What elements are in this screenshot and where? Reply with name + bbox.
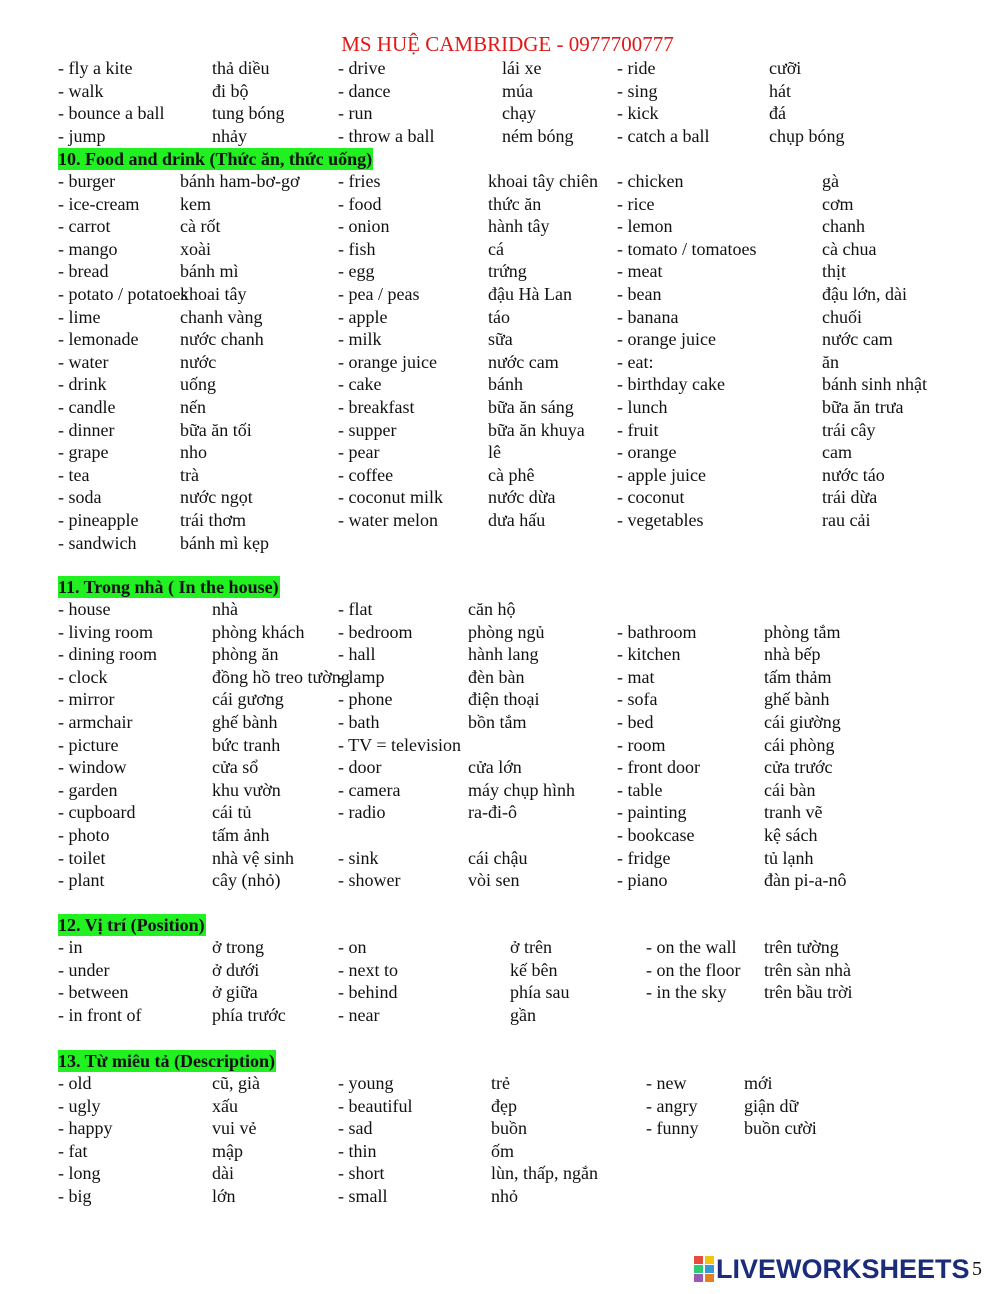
vocab-vietnamese-meaning: chạy xyxy=(502,103,536,124)
vocab-english-term: - drink xyxy=(58,374,107,395)
vocab-english-term: - candle xyxy=(58,397,116,417)
vocab-english-term: - long xyxy=(58,1163,101,1184)
vocab-vietnamese-meaning: cam xyxy=(822,442,852,463)
vocab-english-term: - lunch xyxy=(617,397,668,417)
vocab-english-term: - tomato / tomatoes xyxy=(617,238,757,259)
vocab-english-term: - ugly xyxy=(58,1095,101,1116)
vocab-vietnamese-meaning: bồn tắm xyxy=(468,712,527,732)
vocab-english-term: - vegetables xyxy=(617,510,704,530)
vocab-english-term: - flat xyxy=(338,599,373,619)
vocab-vietnamese-meaning: ghế bành xyxy=(764,689,830,710)
vocab-vietnamese-meaning: thức ăn xyxy=(488,193,542,214)
vocab-english-term: - fruit xyxy=(617,419,659,440)
vocab-english-term: - big xyxy=(58,1186,92,1206)
vocab-vietnamese-meaning: uống xyxy=(180,374,216,395)
vocab-english-term: - painting xyxy=(617,802,687,823)
vocab-vietnamese-meaning: căn hộ xyxy=(468,599,516,619)
vocab-english-term: - jump xyxy=(58,125,106,146)
vocab-english-term: - picture xyxy=(58,734,119,755)
vocab-vietnamese-meaning: cửa sổ xyxy=(212,757,259,778)
vocab-vietnamese-meaning: nước xyxy=(180,351,217,372)
vocab-english-term: - potato / potatoes xyxy=(58,284,188,304)
vocab-english-term: - kitchen xyxy=(617,644,681,665)
vocab-english-term: - bathroom xyxy=(617,621,697,642)
vocab-vietnamese-meaning: xoài xyxy=(180,238,211,259)
vocab-vietnamese-meaning: kem xyxy=(180,193,211,214)
vocab-vietnamese-meaning: nhà bếp xyxy=(764,644,821,665)
vocab-english-term: - on the floor xyxy=(646,959,741,980)
vocab-vietnamese-meaning: giận dữ xyxy=(744,1095,799,1116)
vocab-english-term: - coffee xyxy=(338,464,394,485)
vocab-vietnamese-meaning: ở dưới xyxy=(212,959,260,980)
vocab-english-term: - front door xyxy=(617,757,700,778)
vocab-vietnamese-meaning: gà xyxy=(822,171,839,191)
vocab-vietnamese-meaning: dài xyxy=(212,1163,234,1184)
vocab-vietnamese-meaning: cửa trước xyxy=(764,757,833,778)
vocab-vietnamese-meaning: trái dừa xyxy=(822,487,878,508)
vocab-vietnamese-meaning: cái bàn xyxy=(764,779,816,800)
vocab-english-term: - thin xyxy=(338,1140,377,1161)
vocab-vietnamese-meaning: phía trước xyxy=(212,1004,286,1025)
vocab-vietnamese-meaning: ăn xyxy=(822,351,839,372)
vocab-vietnamese-meaning: lê xyxy=(488,442,501,463)
vocab-english-term: - phone xyxy=(338,689,393,710)
vocab-vietnamese-meaning: chuối xyxy=(822,306,862,327)
vocab-vietnamese-meaning: trái thơm xyxy=(180,510,247,530)
vocab-vietnamese-meaning: điện thoại xyxy=(468,689,540,710)
vocab-english-term: - orange juice xyxy=(617,329,716,350)
vocab-vietnamese-meaning: thịt xyxy=(822,261,847,282)
vocab-english-term: - in the sky xyxy=(646,982,727,1003)
vocab-english-term: - apple juice xyxy=(617,464,706,485)
vocab-english-term: - pea / peas xyxy=(338,284,420,304)
vocab-english-term: - plant xyxy=(58,870,105,891)
vocab-english-term: - fridge xyxy=(617,847,671,868)
vocab-english-term: - old xyxy=(58,1073,92,1093)
vocab-vietnamese-meaning: chụp bóng xyxy=(769,125,845,146)
vocab-vietnamese-meaning: bánh xyxy=(488,374,523,395)
vocab-english-term: - on the wall xyxy=(646,937,737,957)
vocab-english-term: - lime xyxy=(58,306,101,327)
vocab-english-term: - under xyxy=(58,959,110,980)
vocab-vietnamese-meaning: khoai tây xyxy=(180,284,247,304)
vocab-english-term: - beautiful xyxy=(338,1095,413,1116)
vocab-english-term: - mirror xyxy=(58,689,115,710)
vocab-vietnamese-meaning: ốm xyxy=(491,1140,515,1161)
vocab-vietnamese-meaning: mập xyxy=(212,1140,243,1161)
vocab-english-term: - small xyxy=(338,1186,388,1206)
vocab-vietnamese-meaning: trên sàn nhà xyxy=(764,959,851,980)
vocab-vietnamese-meaning: trứng xyxy=(488,261,527,282)
vocab-vietnamese-meaning: rau cải xyxy=(822,510,871,530)
vocab-vietnamese-meaning: bức tranh xyxy=(212,734,281,755)
vocab-english-term: - water xyxy=(58,351,109,372)
section-heading-position: 12. Vị trí (Position) xyxy=(58,915,205,935)
vocab-english-term: - bounce a ball xyxy=(58,103,165,124)
section-heading-in-the-house: 11. Trong nhà ( In the house) xyxy=(58,577,279,597)
vocab-vietnamese-meaning: phòng khách xyxy=(212,621,305,642)
vocab-vietnamese-meaning: tấm thảm xyxy=(764,666,832,687)
vocab-english-term: - table xyxy=(617,779,663,800)
vocab-vietnamese-meaning: nước dừa xyxy=(488,487,556,508)
vocab-english-term: - radio xyxy=(338,802,386,823)
vocab-vietnamese-meaning: phía sau xyxy=(510,982,570,1003)
vocab-english-term: - armchair xyxy=(58,712,133,732)
vocab-vietnamese-meaning: cây (nhỏ) xyxy=(212,870,281,891)
vocab-vietnamese-meaning: đàn pi-a-nô xyxy=(764,870,847,891)
vocab-english-term: - new xyxy=(646,1073,687,1093)
vocab-vietnamese-meaning: bữa ăn tối xyxy=(180,419,252,440)
vocab-english-term: - on xyxy=(338,937,367,957)
vocab-vietnamese-meaning: tấm ảnh xyxy=(212,825,270,845)
vocab-vietnamese-meaning: nước chanh xyxy=(180,329,264,350)
vocab-english-term: - sofa xyxy=(617,689,658,710)
vocab-english-term: - lemon xyxy=(617,216,673,237)
vocab-vietnamese-meaning: cơm xyxy=(822,193,854,214)
vocab-vietnamese-meaning: bữa ăn sáng xyxy=(488,397,574,417)
vocab-english-term: - pear xyxy=(338,442,380,463)
vocab-vietnamese-meaning: vui vẻ xyxy=(212,1118,257,1139)
vocab-vietnamese-meaning: bữa ăn khuya xyxy=(488,419,585,440)
vocab-vietnamese-meaning: cái gương xyxy=(212,689,284,710)
vocab-english-term: - sing xyxy=(617,80,658,101)
vocab-vietnamese-meaning: buồn xyxy=(491,1118,527,1139)
vocab-english-term: - fries xyxy=(338,171,381,191)
vocab-vietnamese-meaning: cái chậu xyxy=(468,847,528,868)
section-heading-food-and-drink: 10. Food and drink (Thức ăn, thức uống) xyxy=(58,149,373,169)
vocab-english-term: - angry xyxy=(646,1095,698,1116)
vocab-english-term: - bath xyxy=(338,712,380,732)
vocab-english-term: - lemonade xyxy=(58,329,139,350)
vocab-english-term: - lamp xyxy=(338,666,385,687)
vocab-vietnamese-meaning: hành tây xyxy=(488,216,550,237)
vocab-vietnamese-meaning: lái xe xyxy=(502,58,542,78)
vocab-vietnamese-meaning: cũ, già xyxy=(212,1073,260,1093)
vocab-vietnamese-meaning: trà xyxy=(180,464,199,485)
vocab-english-term: - cake xyxy=(338,374,382,395)
vocab-english-term: - happy xyxy=(58,1118,113,1139)
vocab-vietnamese-meaning: nước cam xyxy=(488,351,559,372)
vocab-english-term: - funny xyxy=(646,1118,699,1139)
vocab-vietnamese-meaning: trên bầu trời xyxy=(764,982,853,1003)
vocab-vietnamese-meaning: gần xyxy=(510,1004,536,1025)
vocab-english-term: - short xyxy=(338,1163,385,1184)
vocab-english-term: - pineapple xyxy=(58,510,139,530)
vocab-english-term: - house xyxy=(58,599,111,619)
vocab-english-term: - next to xyxy=(338,959,398,980)
vocab-vietnamese-meaning: ở trong xyxy=(212,937,265,957)
vocab-vietnamese-meaning: cái tủ xyxy=(212,802,252,823)
vocab-english-term: - burger xyxy=(58,171,116,191)
vocab-vietnamese-meaning: cái phòng xyxy=(764,734,835,755)
vocab-english-term: - sad xyxy=(338,1118,373,1139)
vocab-vietnamese-meaning: xấu xyxy=(212,1095,238,1116)
vocab-vietnamese-meaning: kệ sách xyxy=(764,825,818,845)
vocab-vietnamese-meaning: nến xyxy=(180,397,206,417)
vocab-vietnamese-meaning: nhảy xyxy=(212,125,247,146)
vocab-english-term: - drive xyxy=(338,58,386,78)
vocab-english-term: - dinner xyxy=(58,419,115,440)
vocab-english-term: - bed xyxy=(617,712,654,732)
vocab-english-term: - dance xyxy=(338,80,391,101)
vocab-english-term: - apple xyxy=(338,306,388,327)
vocab-english-term: - cupboard xyxy=(58,802,136,823)
vocab-english-term: - soda xyxy=(58,487,102,508)
vocab-english-term: - between xyxy=(58,982,129,1003)
vocab-vietnamese-meaning: đẹp xyxy=(491,1095,517,1116)
vocab-vietnamese-meaning: phòng tắm xyxy=(764,621,841,642)
vocab-vietnamese-meaning: nhà xyxy=(212,599,238,619)
vocab-english-term: - behind xyxy=(338,982,398,1003)
vocab-vietnamese-meaning: phòng ăn xyxy=(212,644,279,665)
vocab-english-term: - bedroom xyxy=(338,621,413,642)
vocab-vietnamese-meaning: bánh sinh nhật xyxy=(822,374,927,395)
vocab-vietnamese-meaning: trên tường xyxy=(764,937,839,957)
vocab-english-term: - piano xyxy=(617,870,668,891)
vocab-english-term: - garden xyxy=(58,779,118,800)
vocab-vietnamese-meaning: bánh mì xyxy=(180,261,239,282)
vocab-english-term: - mango xyxy=(58,238,118,259)
vocab-english-term: - supper xyxy=(338,419,397,440)
vocab-vietnamese-meaning: tung bóng xyxy=(212,103,285,124)
vocab-english-term: - clock xyxy=(58,666,108,687)
vocab-vietnamese-meaning: múa xyxy=(502,80,533,101)
vocab-english-term: - sandwich xyxy=(58,532,137,553)
vocab-vietnamese-meaning: đèn bàn xyxy=(468,666,525,687)
vocab-vietnamese-meaning: dưa hấu xyxy=(488,510,546,530)
vocab-english-term: - young xyxy=(338,1073,394,1093)
vocab-english-term: - run xyxy=(338,103,373,124)
vocab-vietnamese-meaning: bánh ham-bơ-gơ xyxy=(180,171,300,191)
vocab-english-term: - ice-cream xyxy=(58,193,140,214)
vocab-vietnamese-meaning: ném bóng xyxy=(502,125,574,146)
vocab-english-term: - water melon xyxy=(338,510,438,530)
vocab-english-term: - fat xyxy=(58,1140,88,1161)
vocab-english-term: - throw a ball xyxy=(338,125,435,146)
vocab-english-term: - photo xyxy=(58,825,110,845)
vocab-vietnamese-meaning: mới xyxy=(744,1073,773,1093)
vocab-english-term: - living room xyxy=(58,621,153,642)
vocab-english-term: - coconut xyxy=(617,487,685,508)
vocab-vietnamese-meaning: cái giường xyxy=(764,712,841,732)
vocab-vietnamese-meaning: kế bên xyxy=(510,959,558,980)
vocab-english-term: - egg xyxy=(338,261,375,282)
vocab-vietnamese-meaning: nhà vệ sinh xyxy=(212,847,294,868)
vocab-vietnamese-meaning: phòng ngủ xyxy=(468,621,545,642)
vocab-english-term: - coconut milk xyxy=(338,487,443,508)
liveworksheets-logo-text: LIVEWORKSHEETS xyxy=(716,1253,970,1284)
vocab-vietnamese-meaning: đồng hồ treo tường xyxy=(212,666,350,687)
vocab-english-term: - orange xyxy=(617,442,677,463)
vocab-english-term: - carrot xyxy=(58,216,111,237)
vocab-vietnamese-meaning: ở trên xyxy=(510,937,553,957)
vocab-vietnamese-meaning: chanh xyxy=(822,216,865,237)
liveworksheets-logo xyxy=(694,1254,970,1284)
vocab-vietnamese-meaning: vòi sen xyxy=(468,870,520,891)
vocab-english-term: - door xyxy=(338,757,382,778)
vocab-vietnamese-meaning: máy chụp hình xyxy=(468,779,575,800)
vocab-english-term: - walk xyxy=(58,80,104,101)
vocab-english-term: - window xyxy=(58,757,127,778)
vocab-vietnamese-meaning: lùn, thấp, ngắn xyxy=(491,1163,598,1184)
liveworksheets-logo-icon xyxy=(694,1256,714,1282)
vocab-english-term: - TV = television xyxy=(338,734,461,755)
vocab-english-term: - bread xyxy=(58,261,109,282)
vocab-english-term: - eat: xyxy=(617,351,654,372)
vocab-vietnamese-meaning: buồn cười xyxy=(744,1118,817,1139)
vocab-english-term: - bookcase xyxy=(617,825,695,845)
vocab-english-term: - fly a kite xyxy=(58,58,133,78)
vocab-english-term: - milk xyxy=(338,329,382,350)
vocab-vietnamese-meaning: nước ngọt xyxy=(180,487,253,508)
vocab-english-term: - camera xyxy=(338,779,401,800)
vocab-vietnamese-meaning: khoai tây chiên xyxy=(488,171,598,191)
vocab-english-term: - fish xyxy=(338,238,376,259)
vocab-english-term: - chicken xyxy=(617,171,684,191)
vocab-english-term: - kick xyxy=(617,103,659,124)
vocab-english-term: - in front of xyxy=(58,1004,142,1025)
vocab-vietnamese-meaning: chanh vàng xyxy=(180,306,263,327)
vocab-english-term: - mat xyxy=(617,666,655,687)
vocab-english-term: - tea xyxy=(58,464,90,485)
vocab-english-term: - breakfast xyxy=(338,397,415,417)
vocab-vietnamese-meaning: đi bộ xyxy=(212,80,249,101)
vocab-vietnamese-meaning: đậu lớn, dài xyxy=(822,284,907,304)
vocab-vietnamese-meaning: cưỡi xyxy=(769,58,802,78)
vocab-vietnamese-meaning: lớn xyxy=(212,1186,236,1206)
vocab-english-term: - room xyxy=(617,734,666,755)
vocab-vietnamese-meaning: nhỏ xyxy=(491,1186,518,1206)
vocab-vietnamese-meaning: thả diều xyxy=(212,58,270,78)
vocab-english-term: - ride xyxy=(617,58,656,78)
vocab-vietnamese-meaning: cà phê xyxy=(488,464,535,485)
vocab-english-term: - dining room xyxy=(58,644,157,665)
vocab-english-term: - onion xyxy=(338,216,390,237)
vocab-vietnamese-meaning: khu vườn xyxy=(212,779,281,800)
vocab-english-term: - meat xyxy=(617,261,663,282)
vocab-vietnamese-meaning: táo xyxy=(488,306,510,327)
vocab-vietnamese-meaning: nho xyxy=(180,442,207,463)
vocab-vietnamese-meaning: tranh vẽ xyxy=(764,802,823,823)
vocab-english-term: - in xyxy=(58,937,83,957)
vocab-vietnamese-meaning: trẻ xyxy=(491,1073,510,1093)
vocab-english-term: - birthday cake xyxy=(617,374,725,395)
vocab-english-term: - bean xyxy=(617,284,662,304)
vocab-vietnamese-meaning: bánh mì kẹp xyxy=(180,532,269,553)
vocab-english-term: - sink xyxy=(338,847,379,868)
vocab-vietnamese-meaning: đá xyxy=(769,103,786,124)
vocab-vietnamese-meaning: ra-đi-ô xyxy=(468,802,517,823)
vocab-vietnamese-meaning: ghế bành xyxy=(212,712,278,732)
vocab-english-term: - shower xyxy=(338,870,401,891)
vocab-vietnamese-meaning: trái cây xyxy=(822,419,876,440)
vocab-english-term: - banana xyxy=(617,306,679,327)
vocab-english-term: - catch a ball xyxy=(617,125,710,146)
vocab-english-term: - toilet xyxy=(58,847,106,868)
vocab-vietnamese-meaning: cá xyxy=(488,238,504,259)
vocab-vietnamese-meaning: ở giữa xyxy=(212,982,258,1003)
vocab-english-term: - food xyxy=(338,193,382,214)
vocab-vietnamese-meaning: cà rốt xyxy=(180,216,221,237)
vocab-vietnamese-meaning: cà chua xyxy=(822,238,877,259)
vocab-vietnamese-meaning: nước táo xyxy=(822,464,885,485)
vocab-vietnamese-meaning: tủ lạnh xyxy=(764,847,814,868)
vocab-english-term: - hall xyxy=(338,644,376,665)
vocab-english-term: - orange juice xyxy=(338,351,437,372)
vocab-english-term: - near xyxy=(338,1004,380,1025)
vocab-vietnamese-meaning: sữa xyxy=(488,329,513,350)
vocab-vietnamese-meaning: bữa ăn trưa xyxy=(822,397,904,417)
page-number: 5 xyxy=(972,1258,982,1280)
vocab-english-term: - grape xyxy=(58,442,109,463)
vocab-vietnamese-meaning: nước cam xyxy=(822,329,893,350)
vocab-vietnamese-meaning: đậu Hà Lan xyxy=(488,284,572,304)
section-heading-description: 13. Từ miêu tả (Description) xyxy=(58,1051,275,1071)
document-header: MS HUỆ CAMBRIDGE - 0977700777 xyxy=(341,32,674,56)
vocab-vietnamese-meaning: hành lang xyxy=(468,644,539,665)
vocab-vietnamese-meaning: cửa lớn xyxy=(468,757,522,778)
vocab-vietnamese-meaning: hát xyxy=(769,80,791,101)
vocab-english-term: - rice xyxy=(617,193,655,214)
